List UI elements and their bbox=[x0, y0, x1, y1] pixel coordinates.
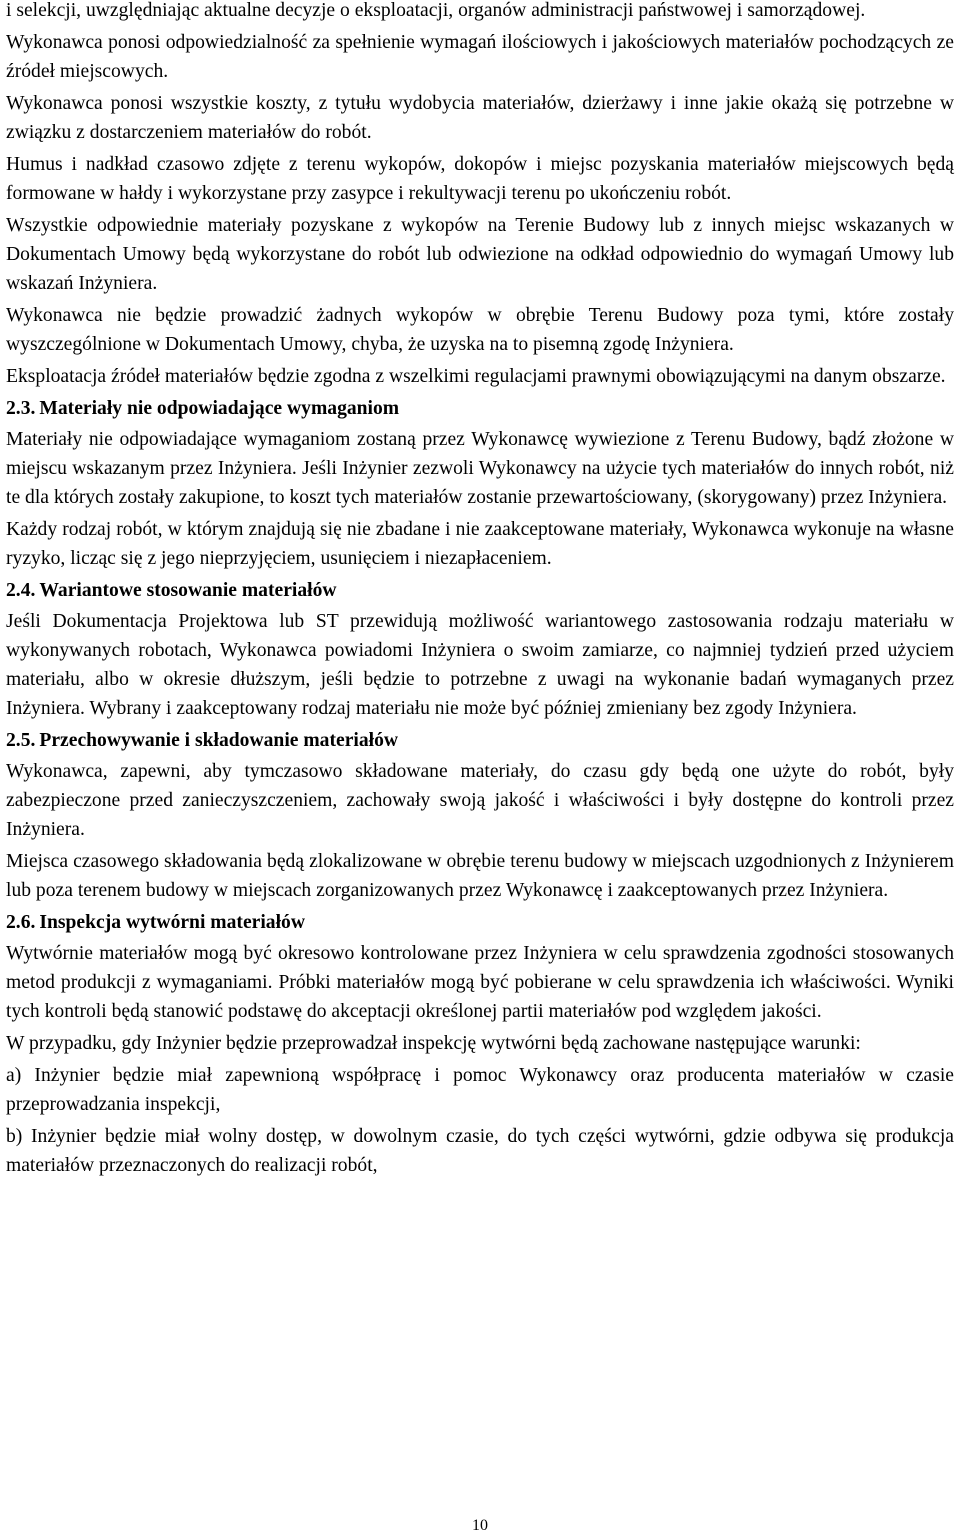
paragraph: b) Inżynier będzie miał wolny dostęp, w dowolnym czasie, do tych części wytwórni, gdzie odbywa się produkcja materiałów przeznaczonych do realizacji robót, bbox=[6, 1126, 954, 1176]
section-title: Przechowywanie i składowanie materiałów bbox=[39, 730, 399, 751]
paragraph: Miejsca czasowego składowania będą zlokalizowane w obrębie terenu budowy w miejscach uzgodnionych z Inżynierem lub poza terenem budowy w miejscach zorganizowanych przez Wykonawcę i zaakceptowanych przez Inżyniera. bbox=[6, 851, 954, 901]
paragraph: Wytwórnie materiałów mogą być okresowo kontrolowane przez Inżyniera w celu sprawdzenia zgodności stosowanych metod produkcji z wymaganiami. Próbki materiałów mogą być pobierane w celu sprawdzenia ich właściwości. Wyniki tych kontroli będą stanowić podstawę do akceptacji określonej partii materiałów pod względem jakości. bbox=[6, 943, 954, 1022]
page-number: 10 bbox=[472, 1517, 488, 1534]
paragraph: Wykonawca ponosi wszystkie koszty, z tytułu wydobycia materiałów, dzierżawy i inne jakie okażą się potrzebne w związku z dostarczeniem materiałów do robót. bbox=[6, 93, 954, 143]
section-title: Wariantowe stosowanie materiałów bbox=[39, 580, 337, 601]
section-number: 2.3. bbox=[6, 398, 36, 419]
paragraph: Każdy rodzaj robót, w którym znajdują się nie zbadane i nie zaakceptowane materiały, Wykonawca wykonuje na własne ryzyko, licząc się z jego nieprzyjęciem, usunięciem i niezapłaceniem. bbox=[6, 519, 954, 569]
paragraph: a) Inżynier będzie miał zapewnioną współpracę i pomoc Wykonawcy oraz producenta materiałów w czasie przeprowadzania inspekcji, bbox=[6, 1065, 954, 1115]
section-heading bbox=[6, 726, 954, 755]
paragraph: Wykonawca nie będzie prowadzić żadnych wykopów w obrębie Terenu Budowy poza tymi, które zostały wyszczególnione w Dokumentach Umowy, chyba, że uzyska na to pisemną zgodę Inżyniera. bbox=[6, 305, 954, 355]
paragraph: i selekcji, uwzględniając aktualne decyzje o eksploatacji, organów administracji państwowej i samorządowej. bbox=[6, 0, 866, 21]
section-title: Materiały nie odpowiadające wymaganiom bbox=[39, 398, 400, 419]
section-title: Inspekcja wytwórni materiałów bbox=[39, 912, 305, 933]
paragraph: Jeśli Dokumentacja Projektowa lub ST przewidują możliwość wariantowego zastosowania rodzaju materiału w wykonywanych robotach, Wykonawca powiadomi Inżyniera o swoim zamiarze, co najmniej tydzień przed użyciem materiału, albo w okresie dłuższym, jeśli będzie to potrzebne z uwagi na wykonanie badań wymaganych przez Inżyniera. Wybrany i zaakceptowany rodzaj materiału nie może być później zmieniany bez zgody Inżyniera. bbox=[6, 611, 954, 719]
paragraph: Wykonawca, zapewni, aby tymczasowo składowane materiały, do czasu gdy będą one użyte do robót, były zabezpieczone przed zanieczyszczeniem, zachowały swoją jakość i właściwości i były dostępne do kontroli przez Inżyniera. bbox=[6, 761, 954, 840]
section-number: 2.4. bbox=[6, 580, 36, 601]
section-heading bbox=[6, 576, 954, 605]
document-body bbox=[6, 0, 954, 1180]
section-heading bbox=[6, 394, 954, 423]
document-page bbox=[6, 0, 954, 1183]
section-number: 2.6. bbox=[6, 912, 36, 933]
paragraph: W przypadku, gdy Inżynier będzie przeprowadzał inspekcję wytwórni będą zachowane następujące warunki: bbox=[6, 1033, 861, 1054]
section-number: 2.5. bbox=[6, 730, 36, 751]
paragraph: Humus i nadkład czasowo zdjęte z terenu wykopów, dokopów i miejsc pozyskania materiałów miejscowych będą formowane w hałdy i wykorzystane przy zasypce i rekultywacji terenu po ukończeniu robót. bbox=[6, 154, 954, 204]
paragraph: Wykonawca ponosi odpowiedzialność za spełnienie wymagań ilościowych i jakościowych materiałów pochodzących ze źródeł miejscowych. bbox=[6, 32, 954, 82]
paragraph: Wszystkie odpowiednie materiały pozyskane z wykopów na Terenie Budowy lub z innych miejsc wskazanych w Dokumentach Umowy będą wykorzystane do robót lub odwiezione na odkład odpowiednio do wymagań Umowy lub wskazań Inżyniera. bbox=[6, 215, 954, 294]
paragraph: Eksploatacja źródeł materiałów będzie zgodna z wszelkimi regulacjami prawnymi obowiązującymi na danym obszarze. bbox=[6, 366, 946, 387]
paragraph: Materiały nie odpowiadające wymaganiom zostaną przez Wykonawcę wywiezione z Terenu Budowy, bądź złożone w miejscu wskazanym przez Inżyniera. Jeśli Inżynier zezwoli Wykonawcy na użycie tych materiałów do innych robót, niż te dla których zostały zakupione, to koszt tych materiałów zostanie przewartościowany, (skorygowany) przez Inżyniera. bbox=[6, 429, 954, 508]
section-heading bbox=[6, 908, 954, 937]
